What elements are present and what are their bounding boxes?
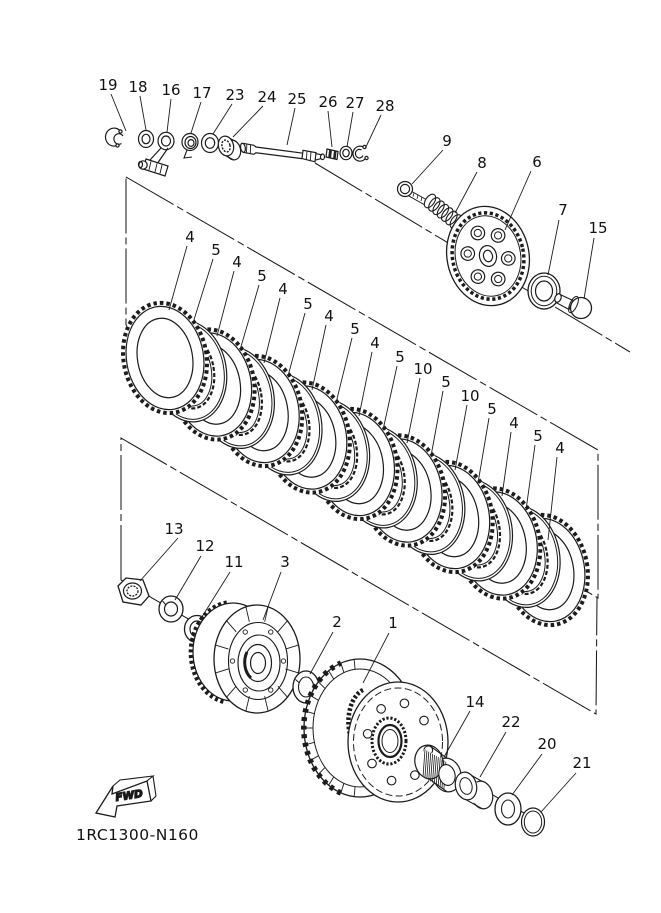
part-nut-13 xyxy=(118,578,149,605)
callout-leader-27 xyxy=(347,112,353,147)
callout-label-4: 4 xyxy=(232,253,242,271)
callout-label-5: 5 xyxy=(303,295,313,313)
callout-leader-5 xyxy=(478,418,489,483)
callout-label-13: 13 xyxy=(164,520,184,538)
part-bearing-7 xyxy=(528,273,560,309)
part-bolt-9 xyxy=(398,182,428,205)
callout-leader-5 xyxy=(431,391,443,456)
part-washer-20 xyxy=(495,793,521,825)
callout-leader-7 xyxy=(548,220,559,275)
part-clutch-boss-3 xyxy=(192,603,300,713)
callout-leader-4 xyxy=(502,432,511,496)
callout-label-24: 24 xyxy=(257,88,277,106)
callout-label-8: 8 xyxy=(477,154,487,172)
callout-label-5: 5 xyxy=(395,348,405,366)
callout-leader-4 xyxy=(169,246,187,310)
callout-leader-5 xyxy=(526,445,535,510)
callout-label-10: 10 xyxy=(460,387,480,405)
callout-label-22: 22 xyxy=(501,713,521,731)
callout-leader-5 xyxy=(240,285,259,350)
callout-leader-22 xyxy=(480,732,506,777)
callout-leader-18 xyxy=(140,96,146,130)
callout-label-19: 19 xyxy=(98,76,118,94)
part-lock-washer-12 xyxy=(159,596,183,622)
part-washer-21 xyxy=(522,808,545,836)
callout-label-28: 28 xyxy=(375,97,395,115)
callout-leader-8 xyxy=(455,172,477,213)
callout-label-5: 5 xyxy=(441,373,451,391)
bolt-hole xyxy=(368,759,377,768)
callout-leader-12 xyxy=(175,556,201,600)
part-washer-18 xyxy=(139,131,154,148)
callout-leader-4 xyxy=(217,271,234,336)
callout-leader-24 xyxy=(233,106,263,137)
callout-label-14: 14 xyxy=(465,693,485,711)
callout-label-11: 11 xyxy=(224,553,244,571)
callout-leader-25 xyxy=(287,108,295,145)
callout-leader-5 xyxy=(288,313,305,376)
callout-label-4: 4 xyxy=(324,307,334,325)
part-pushrod-25 xyxy=(240,143,325,162)
part-torsion-spring-17 xyxy=(182,134,198,159)
bolt-hole xyxy=(387,776,396,785)
callout-leader-4 xyxy=(312,325,326,390)
callout-label-5: 5 xyxy=(211,241,221,259)
fwd-arrow xyxy=(96,776,156,817)
part-pin-26 xyxy=(326,149,338,160)
callout-leader-13 xyxy=(140,538,178,581)
callout-leader-5 xyxy=(336,338,352,403)
callout-label-27: 27 xyxy=(345,94,365,112)
bolt-hole xyxy=(400,699,409,708)
part-washer-23 xyxy=(202,134,219,153)
callout-leader-5 xyxy=(193,259,213,323)
catalog-code: 1RC1300-N160 xyxy=(76,826,199,844)
callout-label-4: 4 xyxy=(555,439,565,457)
callout-leader-6 xyxy=(505,171,531,230)
callout-label-2: 2 xyxy=(332,613,342,631)
callout-label-5: 5 xyxy=(257,267,267,285)
callout-label-17: 17 xyxy=(192,84,212,102)
callout-label-4: 4 xyxy=(278,280,288,298)
callout-label-4: 4 xyxy=(509,414,519,432)
callout-label-26: 26 xyxy=(318,93,338,111)
callout-label-3: 3 xyxy=(280,553,290,571)
callout-label-6: 6 xyxy=(532,153,542,171)
callout-leader-5 xyxy=(383,366,397,430)
callout-label-20: 20 xyxy=(537,735,557,753)
callout-leader-2 xyxy=(310,632,333,674)
callout-leader-21 xyxy=(541,773,576,812)
callout-label-12: 12 xyxy=(195,537,215,555)
callout-label-9: 9 xyxy=(442,132,452,150)
bolt-hole xyxy=(420,716,429,725)
callout-label-10: 10 xyxy=(413,360,433,378)
callout-label-18: 18 xyxy=(128,78,148,96)
callout-label-15: 15 xyxy=(588,219,608,237)
callout-leader-17 xyxy=(191,102,201,133)
callout-leader-20 xyxy=(512,754,542,795)
bolt-hole xyxy=(377,705,386,714)
callout-label-16: 16 xyxy=(161,81,181,99)
fwd-label: FWD xyxy=(114,787,144,805)
callout-leader-19 xyxy=(111,94,126,131)
callout-leader-15 xyxy=(584,238,594,299)
callout-leader-9 xyxy=(412,150,443,184)
callout-leader-23 xyxy=(213,104,232,134)
part-clutch-housing-1 xyxy=(304,659,448,802)
callout-label-7: 7 xyxy=(558,201,568,219)
callout-label-5: 5 xyxy=(487,400,497,418)
callout-label-5: 5 xyxy=(533,427,543,445)
callout-label-25: 25 xyxy=(287,90,307,108)
callout-leader-4 xyxy=(264,298,280,363)
part-bolt-15 xyxy=(554,293,592,319)
part-bushing-24 xyxy=(216,134,242,161)
callout-leader-10 xyxy=(455,405,467,470)
callout-label-23: 23 xyxy=(225,86,245,104)
part-washer-27 xyxy=(340,146,352,159)
part-collar-22 xyxy=(452,770,495,811)
callout-label-1: 1 xyxy=(388,614,398,632)
callout-label-4: 4 xyxy=(370,334,380,352)
callout-leader-4 xyxy=(359,352,372,416)
bolt-hole xyxy=(363,729,372,738)
callout-leader-10 xyxy=(407,378,420,443)
callout-leader-16 xyxy=(167,99,171,132)
callout-label-21: 21 xyxy=(572,754,592,772)
callout-leader-26 xyxy=(328,111,332,147)
callout-leader-28 xyxy=(365,115,381,149)
part-circlip-19 xyxy=(105,128,123,147)
callout-label-5: 5 xyxy=(350,320,360,338)
callout-label-4: 4 xyxy=(185,228,195,246)
